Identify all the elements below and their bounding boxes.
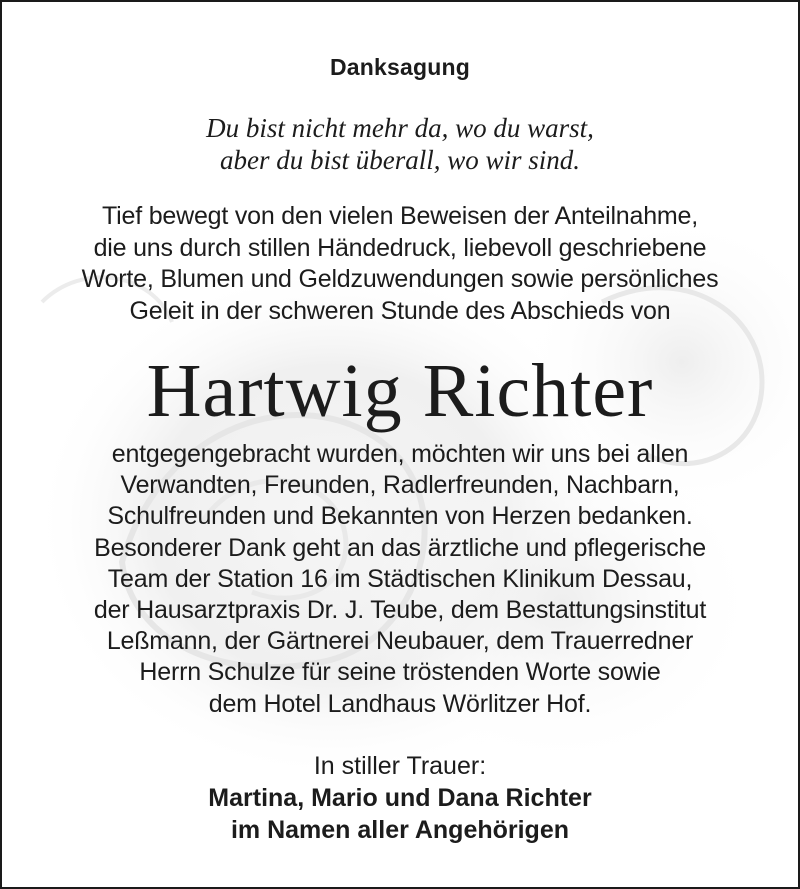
intro-line: die uns durch stillen Händedruck, liebevoll geschriebene: [93, 233, 707, 262]
thanks-line: Besonderer Dank geht an das ärztliche und pflegerische: [94, 533, 706, 562]
signature-line: Martina, Mario und Dana Richter: [208, 784, 592, 812]
verse-line: aber du bist überall, wo wir sind.: [219, 145, 581, 175]
verse: [2, 112, 798, 176]
thanks-line: Herrn Schulze für seine tröstenden Worte sowie: [139, 658, 661, 687]
thanks-line: Schulfreunden und Bekannten von Herzen bedanken.: [107, 502, 693, 531]
thanks-line: dem Hotel Landhaus Wörlitzer Hof.: [208, 689, 592, 718]
thanks-line: entgegengebracht wurden, möchten wir uns bei allen: [111, 440, 689, 468]
deceased-name: Hartwig Richter: [146, 349, 654, 433]
signatures: [2, 782, 798, 846]
mourning-label: In stiller Trauer:: [313, 752, 487, 780]
thanks-line: der Hausarztpraxis Dr. J. Teube, dem Bestattungsinstitut: [93, 596, 707, 625]
thanks-line: Team der Station 16 im Städtischen Klinikum Dessau,: [107, 564, 693, 593]
verse-line: Du bist nicht mehr da, wo du warst,: [206, 113, 594, 143]
intro-line: Geleit in der schweren Stunde des Abschieds von: [129, 296, 671, 325]
thanks-line: Verwandten, Freunden, Radlerfreunden, Nachbarn,: [120, 471, 680, 500]
intro-line: Tief bewegt von den vielen Beweisen der Anteilnahme,: [102, 202, 698, 230]
thanks-paragraph: [2, 439, 798, 720]
intro-line: Worte, Blumen und Geldzuwendungen sowie persönliches: [81, 265, 719, 293]
notice-title: Danksagung: [329, 54, 471, 80]
signature-line: im Namen aller Angehörigen: [230, 816, 570, 844]
intro-paragraph: [2, 201, 798, 327]
thanks-line: Leßmann, der Gärtnerei Neubauer, dem Trauerredner: [106, 627, 694, 656]
